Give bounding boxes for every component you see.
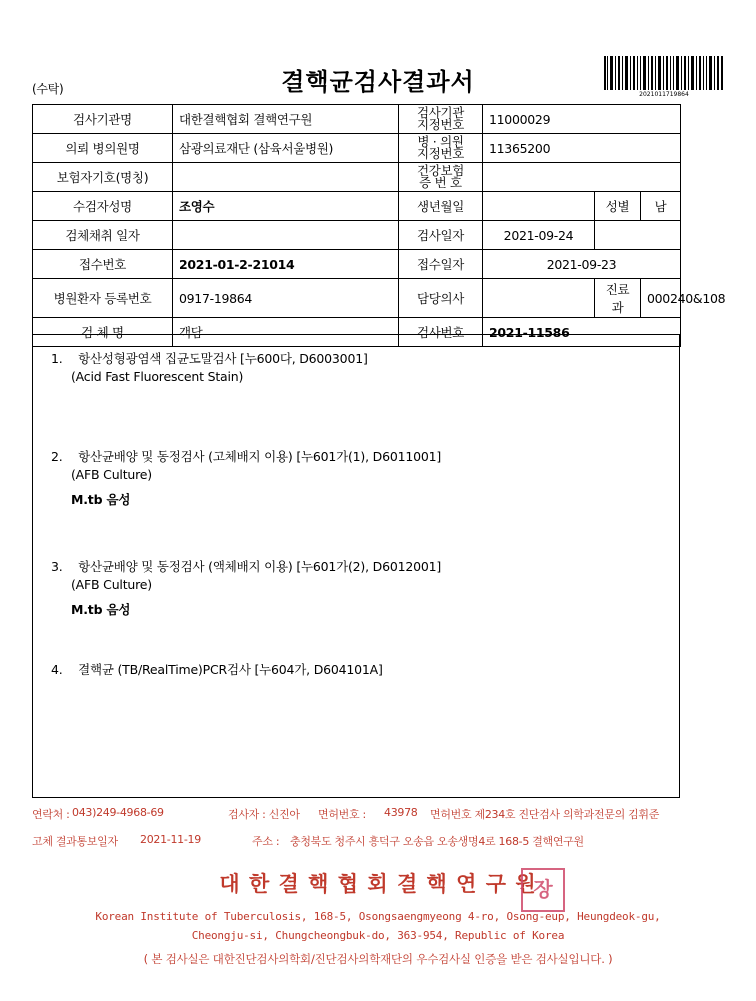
- license-note: 면허번호 제234호 진단검사 의학과전문의 김휘준: [430, 808, 660, 821]
- field-label-insurance-code: 보험자기호(명칭): [33, 163, 173, 192]
- field-value-reception-number: 2021-01-2-21014: [173, 250, 399, 279]
- footer: [0, 806, 756, 852]
- table-row: [33, 192, 681, 221]
- inspector-label: 검사자 : 신진아: [228, 808, 300, 821]
- table-row: [33, 221, 681, 250]
- footer-row-2: [0, 833, 756, 852]
- result-item-3-name: 항산균배양 및 동정검사 (액체배지 이용) [누601가(2), D6012001]: [78, 559, 442, 574]
- result-item-1-no: 1.: [51, 351, 63, 366]
- field-value-reception-date: 2021-09-23: [483, 250, 681, 279]
- field-label-reception-number: 접수번호: [33, 250, 173, 279]
- field-value-referring-hospital: 삼광의료재단 (삼육서울병원): [173, 134, 399, 163]
- table-row: [33, 250, 681, 279]
- field-value-department: 000240&108: [641, 279, 681, 318]
- field-label-institution: 검사기관명: [33, 105, 173, 134]
- field-value-insurance-code: [173, 163, 399, 192]
- result-item-2-name: 항산균배양 및 동정검사 (고체배지 이용) [누601가(1), D6011001]: [78, 449, 442, 464]
- table-row: [33, 105, 681, 134]
- field-value-collection-date: [173, 221, 399, 250]
- field-label-doctor: 담당의사: [399, 279, 483, 318]
- english-address-line-2: Cheongju-si, Chungcheongbuk-do, 363-954, Republic of Korea: [191, 929, 565, 942]
- footer-row-1: [0, 806, 756, 825]
- field-label-referring-hospital: 의뢰 병의원명: [33, 134, 173, 163]
- certification-note: ( 본 검사실은 대한진단검사의학회/진단검사의학재단의 우수검사실 인증을 받은 검사실입니다. ): [143, 952, 613, 966]
- patient-info-table: [32, 104, 726, 347]
- contact-value: 043)249-4968-69: [72, 806, 164, 819]
- result-item-2-title: [51, 447, 441, 465]
- english-address-line-1: Korean Institute of Tuberculosis, 168-5, Osongsaengmyeong 4-ro, Osong-eup, Heungdeok-gu,: [95, 910, 661, 923]
- report-date-label: 고체 결과통보일자: [32, 835, 118, 848]
- organization-name: 대 한 결 핵 협 회 결 핵 연 구 원: [219, 872, 537, 896]
- field-value-patient-id: 0917-19864: [173, 279, 399, 318]
- result-item-1-name: 항산성형광염색 집균도말검사 [누600다, D6003001]: [78, 351, 368, 366]
- result-item-3-result: M.tb 음성: [71, 602, 131, 617]
- result-item-4-name: 결핵균 (TB/RealTime)PCR검사 [누604가, D604101A]: [78, 662, 383, 677]
- barcode-icon: [604, 56, 724, 90]
- result-item-3-no: 3.: [51, 559, 63, 574]
- field-label-insurance-number: 건강보험 증 번 호: [399, 163, 483, 192]
- field-label-specimen: 검 체 명: [33, 318, 173, 347]
- address-value: 충청북도 청주시 흥덕구 오송읍 오송생명4로 168-5 결핵연구원: [290, 835, 584, 848]
- barcode: [604, 56, 724, 98]
- result-item-2-subtitle: (AFB Culture): [71, 467, 152, 482]
- result-item-4-no: 4.: [51, 662, 63, 677]
- field-label-gender: 성별: [595, 192, 641, 221]
- field-value-patient-name: 조영수: [173, 192, 399, 221]
- report-date-value: 2021-11-19: [140, 833, 201, 846]
- table-row: [33, 279, 681, 318]
- field-label-patient-name: 수검자성명: [33, 192, 173, 221]
- license-value: 43978: [384, 806, 418, 819]
- result-item-2-result: M.tb 음성: [71, 492, 131, 507]
- result-item-4-title: [51, 660, 383, 678]
- field-label-birthdate: 생년월일: [399, 192, 483, 221]
- address-label: 주소 :: [252, 835, 280, 848]
- field-label-collection-date: 검체채취 일자: [33, 221, 173, 250]
- result-item-3-title: [51, 557, 441, 575]
- field-label-institution-code: 검사기관 지정번호: [399, 105, 483, 134]
- field-value-birthdate: [483, 192, 595, 221]
- field-value-hospital-code: 11365200: [483, 134, 681, 163]
- results-panel: [32, 334, 680, 798]
- page-title: 결핵균검사결과서: [281, 68, 475, 96]
- result-item-2-no: 2.: [51, 449, 63, 464]
- field-label-hospital-code: 병 · 의원 지정번호: [399, 134, 483, 163]
- result-item-1-subtitle: (Acid Fast Fluorescent Stain): [71, 369, 244, 384]
- result-item-3: [51, 557, 441, 618]
- result-item-4: [51, 660, 383, 686]
- barcode-number: 2021011719864: [639, 91, 689, 98]
- contact-label: 연락처 :: [32, 808, 70, 821]
- result-item-1: [51, 349, 368, 392]
- field-label-test-number: 검사번호: [399, 318, 483, 347]
- field-value-gender: 남: [641, 192, 681, 221]
- result-item-3-subtitle: (AFB Culture): [71, 577, 152, 592]
- table-row: [33, 163, 681, 192]
- field-value-institution-code: 11000029: [483, 105, 681, 134]
- field-value-test-date: 2021-09-24: [483, 221, 595, 250]
- field-label-reception-date: 접수일자: [399, 250, 483, 279]
- field-label-patient-id: 병원환자 등록번호: [33, 279, 173, 318]
- result-item-2: [51, 447, 441, 508]
- field-value-test-number: 2021-11586: [483, 318, 681, 347]
- entrust-label: (수탁): [32, 82, 64, 96]
- result-item-1-title: [51, 349, 368, 367]
- license-label: 면허번호 :: [318, 808, 366, 821]
- field-value-test-date-extra: [595, 221, 681, 250]
- table-row: [33, 134, 681, 163]
- field-label-test-date: 검사일자: [399, 221, 483, 250]
- field-label-department: 진료과: [595, 279, 641, 318]
- field-value-doctor: [483, 279, 595, 318]
- official-seal-stamp: 장: [521, 868, 565, 912]
- field-value-insurance-number: [483, 163, 681, 192]
- field-value-specimen: 객담: [173, 318, 399, 347]
- field-value-institution: 대한결핵협회 결핵연구원: [173, 105, 399, 134]
